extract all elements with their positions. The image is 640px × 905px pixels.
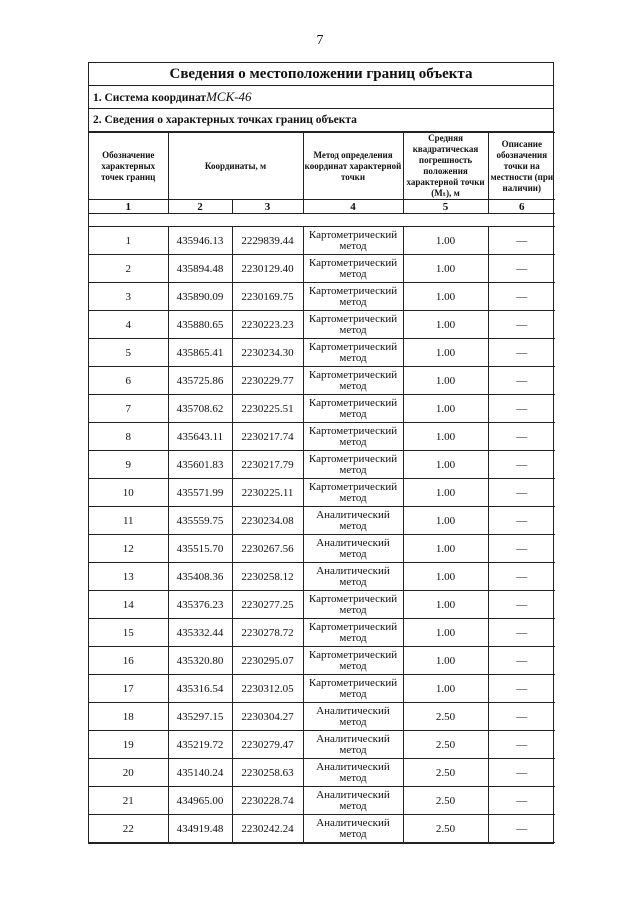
error-value: 1.00 <box>403 535 488 563</box>
method-cell: Аналитический метод <box>303 787 403 815</box>
error-value: 2.50 <box>403 787 488 815</box>
table-row <box>89 703 555 731</box>
method-cell: Картометрический метод <box>303 647 403 675</box>
boundary-sheet <box>88 62 554 844</box>
description-cell: — <box>488 423 555 451</box>
table-row <box>89 479 555 507</box>
column-number: 6 <box>488 200 555 214</box>
coordinate-y: 2230223.23 <box>232 311 303 339</box>
description-cell: — <box>488 591 555 619</box>
point-number: 11 <box>89 507 168 535</box>
method-cell: Аналитический метод <box>303 703 403 731</box>
point-number: 16 <box>89 647 168 675</box>
column-number-row <box>89 200 555 214</box>
table-row <box>89 591 555 619</box>
point-number: 14 <box>89 591 168 619</box>
description-cell: — <box>488 283 555 311</box>
coordinate-x: 435890.09 <box>168 283 232 311</box>
point-number: 5 <box>89 339 168 367</box>
method-cell: Аналитический метод <box>303 535 403 563</box>
boundary-points-table <box>89 132 555 843</box>
description-cell: — <box>488 507 555 535</box>
table-row <box>89 563 555 591</box>
point-number: 21 <box>89 787 168 815</box>
table-row <box>89 647 555 675</box>
coordinate-x: 434919.48 <box>168 815 232 843</box>
coordinate-y: 2230279.47 <box>232 731 303 759</box>
point-number: 15 <box>89 619 168 647</box>
coordinate-y: 2230169.75 <box>232 283 303 311</box>
description-cell: — <box>488 227 555 255</box>
method-cell: Картометрический метод <box>303 395 403 423</box>
header-description: Описание обозначения точки на местности (при наличии) <box>488 133 555 200</box>
coordinate-y: 2230304.27 <box>232 703 303 731</box>
coordinate-y: 2230217.74 <box>232 423 303 451</box>
section-boundary-points: 2. Сведения о характерных точках границ объекта <box>89 109 553 132</box>
coordinate-x: 435643.11 <box>168 423 232 451</box>
description-cell: — <box>488 787 555 815</box>
description-cell: — <box>488 535 555 563</box>
coordinate-x: 435559.75 <box>168 507 232 535</box>
error-value: 1.00 <box>403 451 488 479</box>
coordinate-y: 2230267.56 <box>232 535 303 563</box>
table-row <box>89 339 555 367</box>
coordinate-system-value: МСК-46 <box>206 89 252 104</box>
table-row <box>89 395 555 423</box>
header-point: Обозначение характерных точек границ <box>89 133 168 200</box>
header-method: Метод определения координат характерной точки <box>303 133 403 200</box>
coordinate-x: 435571.99 <box>168 479 232 507</box>
coordinate-x: 435332.44 <box>168 619 232 647</box>
method-cell: Аналитический метод <box>303 507 403 535</box>
point-number: 20 <box>89 759 168 787</box>
header-error: Средняя квадратическая погрешность положения характерной точки (Mₜ), м <box>403 133 488 200</box>
point-number: 10 <box>89 479 168 507</box>
point-number: 9 <box>89 451 168 479</box>
description-cell: — <box>488 479 555 507</box>
coordinate-x: 435297.15 <box>168 703 232 731</box>
coordinate-x: 435140.24 <box>168 759 232 787</box>
table-row <box>89 787 555 815</box>
coordinate-y: 2230228.74 <box>232 787 303 815</box>
column-number: 1 <box>89 200 168 214</box>
coordinate-y: 2230312.05 <box>232 675 303 703</box>
point-number: 12 <box>89 535 168 563</box>
description-cell: — <box>488 563 555 591</box>
section-coordinate-system-label: 1. Система координат <box>93 92 207 104</box>
method-cell: Картометрический метод <box>303 675 403 703</box>
method-cell: Картометрический метод <box>303 339 403 367</box>
table-row <box>89 367 555 395</box>
point-number: 4 <box>89 311 168 339</box>
error-value: 1.00 <box>403 227 488 255</box>
coordinate-y: 2230242.24 <box>232 815 303 843</box>
method-cell: Аналитический метод <box>303 815 403 843</box>
table-row <box>89 759 555 787</box>
table-row <box>89 227 555 255</box>
description-cell: — <box>488 731 555 759</box>
error-value: 2.50 <box>403 759 488 787</box>
coordinate-x: 435601.83 <box>168 451 232 479</box>
coordinate-x: 435515.70 <box>168 535 232 563</box>
document-title: Сведения о местоположении границ объекта <box>89 63 553 86</box>
coordinate-x: 435708.62 <box>168 395 232 423</box>
point-number: 8 <box>89 423 168 451</box>
description-cell: — <box>488 675 555 703</box>
coordinate-y: 2230129.40 <box>232 255 303 283</box>
table-header-row <box>89 133 555 200</box>
description-cell: — <box>488 647 555 675</box>
column-number: 5 <box>403 200 488 214</box>
table-row <box>89 311 555 339</box>
page-number: 7 <box>316 33 324 48</box>
table-row <box>89 451 555 479</box>
method-cell: Картометрический метод <box>303 311 403 339</box>
point-number: 1 <box>89 227 168 255</box>
header-coordinates: Координаты, м <box>168 133 303 200</box>
error-value: 1.00 <box>403 395 488 423</box>
description-cell: — <box>488 451 555 479</box>
point-number: 3 <box>89 283 168 311</box>
coordinate-y: 2230234.08 <box>232 507 303 535</box>
error-value: 1.00 <box>403 479 488 507</box>
error-value: 1.00 <box>403 367 488 395</box>
coordinate-x: 434965.00 <box>168 787 232 815</box>
coordinate-y: 2230295.07 <box>232 647 303 675</box>
point-number: 2 <box>89 255 168 283</box>
coordinate-x: 435316.54 <box>168 675 232 703</box>
coordinate-y: 2230234.30 <box>232 339 303 367</box>
method-cell: Картометрический метод <box>303 227 403 255</box>
section-coordinate-system <box>89 86 553 109</box>
error-value: 1.00 <box>403 339 488 367</box>
coordinate-y: 2230225.51 <box>232 395 303 423</box>
error-value: 1.00 <box>403 255 488 283</box>
error-value: 1.00 <box>403 647 488 675</box>
description-cell: — <box>488 619 555 647</box>
method-cell: Аналитический метод <box>303 731 403 759</box>
error-value: 1.00 <box>403 619 488 647</box>
coordinate-y: 2230225.11 <box>232 479 303 507</box>
table-row <box>89 815 555 843</box>
coordinate-x: 435865.41 <box>168 339 232 367</box>
coordinate-x: 435376.23 <box>168 591 232 619</box>
error-value: 1.00 <box>403 675 488 703</box>
method-cell: Картометрический метод <box>303 367 403 395</box>
method-cell: Картометрический метод <box>303 479 403 507</box>
empty-row <box>89 214 555 227</box>
error-value: 2.50 <box>403 815 488 843</box>
coordinate-y: 2229839.44 <box>232 227 303 255</box>
table-row <box>89 675 555 703</box>
table-row <box>89 283 555 311</box>
table-row <box>89 535 555 563</box>
coordinate-x: 435880.65 <box>168 311 232 339</box>
coordinate-x: 435946.13 <box>168 227 232 255</box>
method-cell: Картометрический метод <box>303 255 403 283</box>
coordinate-x: 435320.80 <box>168 647 232 675</box>
error-value: 1.00 <box>403 507 488 535</box>
description-cell: — <box>488 815 555 843</box>
coordinate-y: 2230277.25 <box>232 591 303 619</box>
description-cell: — <box>488 255 555 283</box>
method-cell: Картометрический метод <box>303 283 403 311</box>
coordinate-y: 2230278.72 <box>232 619 303 647</box>
table-row <box>89 507 555 535</box>
method-cell: Картометрический метод <box>303 451 403 479</box>
coordinate-x: 435219.72 <box>168 731 232 759</box>
description-cell: — <box>488 311 555 339</box>
table-row <box>89 255 555 283</box>
coordinate-x: 435894.48 <box>168 255 232 283</box>
column-number: 2 <box>168 200 232 214</box>
description-cell: — <box>488 367 555 395</box>
column-number: 4 <box>303 200 403 214</box>
table-body <box>89 227 555 843</box>
coordinate-x: 435725.86 <box>168 367 232 395</box>
method-cell: Картометрический метод <box>303 423 403 451</box>
coordinate-y: 2230258.12 <box>232 563 303 591</box>
method-cell: Аналитический метод <box>303 563 403 591</box>
description-cell: — <box>488 759 555 787</box>
table-row <box>89 423 555 451</box>
coordinate-y: 2230217.79 <box>232 451 303 479</box>
coordinate-y: 2230229.77 <box>232 367 303 395</box>
point-number: 6 <box>89 367 168 395</box>
error-value: 1.00 <box>403 563 488 591</box>
table-row <box>89 731 555 759</box>
method-cell: Картометрический метод <box>303 619 403 647</box>
error-value: 2.50 <box>403 731 488 759</box>
column-number: 3 <box>232 200 303 214</box>
error-value: 1.00 <box>403 283 488 311</box>
error-value: 1.00 <box>403 423 488 451</box>
description-cell: — <box>488 395 555 423</box>
point-number: 22 <box>89 815 168 843</box>
description-cell: — <box>488 339 555 367</box>
point-number: 18 <box>89 703 168 731</box>
error-value: 1.00 <box>403 591 488 619</box>
point-number: 17 <box>89 675 168 703</box>
point-number: 7 <box>89 395 168 423</box>
point-number: 19 <box>89 731 168 759</box>
error-value: 2.50 <box>403 703 488 731</box>
error-value: 1.00 <box>403 311 488 339</box>
method-cell: Аналитический метод <box>303 759 403 787</box>
table-row <box>89 619 555 647</box>
coordinate-x: 435408.36 <box>168 563 232 591</box>
description-cell: — <box>488 703 555 731</box>
method-cell: Картометрический метод <box>303 591 403 619</box>
coordinate-y: 2230258.63 <box>232 759 303 787</box>
point-number: 13 <box>89 563 168 591</box>
